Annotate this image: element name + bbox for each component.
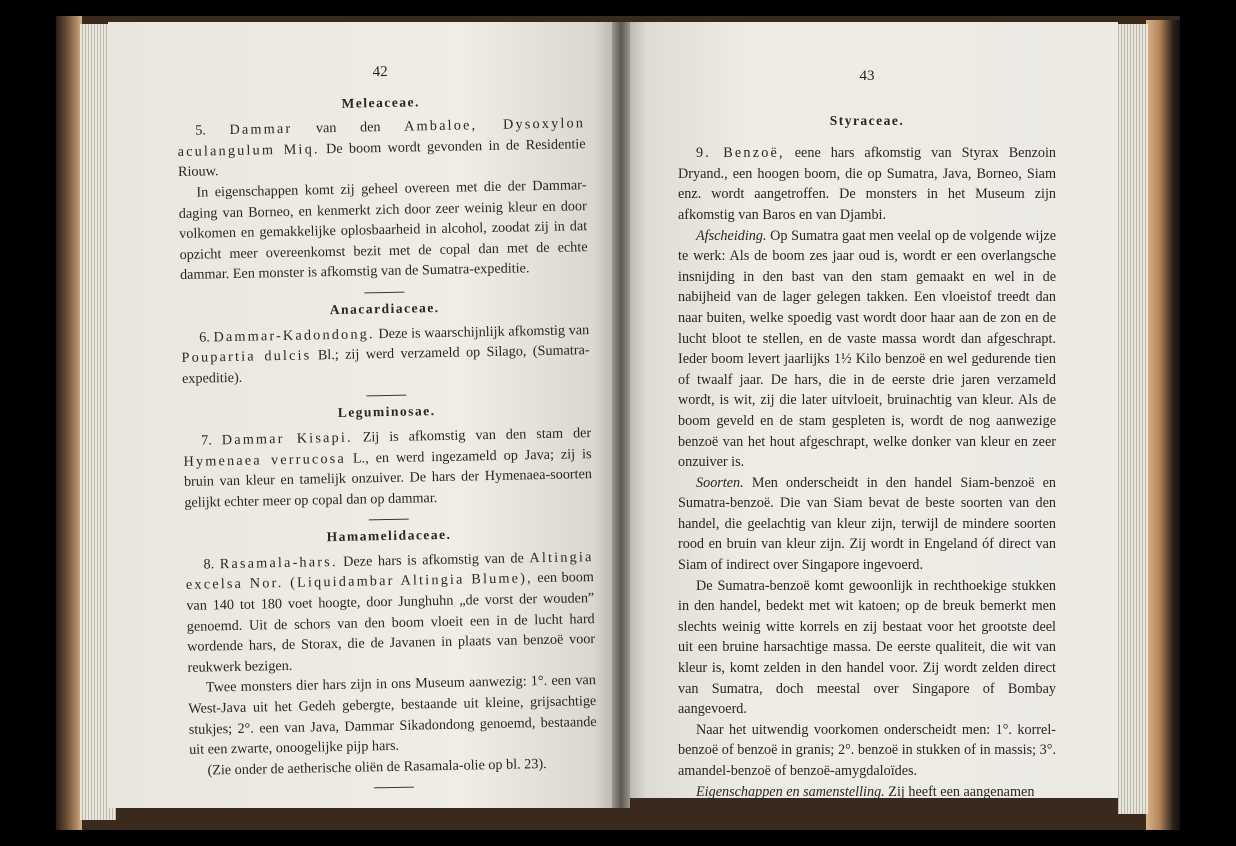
book-cover-right xyxy=(1146,20,1180,830)
book-cover-left xyxy=(56,16,82,830)
page-edges-right xyxy=(1118,24,1148,814)
paragraph: 7. Dammar Kisapi. Zij is afkomstig van den stam der Hymenaea verrucosa L., en werd ingezameld op Java; zij is bruin van kleur en tamelijk onzuiver. De hars der Hymenaea-soorten gelijkt echter meer op copal dan op dammar. xyxy=(183,425,593,511)
right-page-text xyxy=(678,66,1056,802)
paragraph: In eigenschappen komt zij geheel overeen met die der Dammar-daging van Borneo, en kenmerkt zich door zeer weinig kleur en door volkomen en gemakkelijke oplosbaarheid in alcohol, zoodat zij in dat opzicht meer overeenkomst bezit met de copal dan met de echte dammar. Een monster is afkomstig van de Sumatra-expeditie. xyxy=(178,177,588,284)
section-heading: Styraceae. xyxy=(829,112,905,128)
paragraph: Naar het uitwendig voorkomen onderscheidt men: 1°. korrel-benzoë of benzoë in granis; 2°. benzoë in stukken of in massis; 3°. amandel-benzoë of benzoë-amygdaloïdes. xyxy=(678,721,1056,779)
paragraph: 5. Dammar van den Ambaloe, Dysoxylon aculangulum Miq. De boom wordt gevonden in de Residentie Riouw. xyxy=(177,115,586,181)
page-number-left: 42 xyxy=(372,63,388,81)
section-divider xyxy=(364,292,404,294)
paragraph: (Zie onder de aetherische oliën de Rasamala-olie op bl. 23). xyxy=(207,755,547,779)
paragraph: De Sumatra-benzoë komt gewoonlijk in rechthoekige stukken in den handel, bedekt met wit katoen; op de breuk bemerkt men slechts weinig witte korrels en zij bestaat voor het grootste deel uit een bruine harsachtige massa. De eerste qualiteit, die wit van kleur is, komt zelden in den handel voor. Zij wordt zelden direct van Sumatra, doch meestal over Singapore of Bombay aangevoerd. xyxy=(678,577,1056,718)
section-divider xyxy=(369,519,409,521)
paragraph: Twee monsters dier hars zijn in ons Museum aanwezig: 1°. een van West-Java uit het Gedeh gebergte, bestaande uit kleine, grijsachtige stukjes; 2°. een van Java, Dammar Sikadondong genoemd, bestaande uit een zwarte, onoogelijke pijp hars. xyxy=(188,672,597,759)
section-divider xyxy=(374,787,414,789)
paragraph: Afscheiding. Op Sumatra gaat men veelal op de volgende wijze te werk: Als de boom zes jaar oud is, wordt er een overlangsche insnijding in den bast van den stam gemaakt en wel in de nabijheid van de lager gelegen takken. Een vloeistof treedt dan naar buiten, welke spoedig vast wordt door haar aan de zon en de lucht bloot te stellen, en de vaste massa wordt dan afgeschrapt. Ieder boom levert jaarlijks 1½ Kilo benzoë en wel gedurende tien of twaalf jaar. De hars, die in de eerste drie jaren verzameld wordt, is wit, zij die later uitvloeit, bruinachtig van kleur. Als de boom geveld en de stam gespleten is, wordt de nog aanwezige benzoë van het hout afgeschrapt, welke donker van kleur en zeer onzuiver is. xyxy=(678,227,1056,471)
section-heading: Meleaceae. xyxy=(341,93,421,111)
paragraph: Eigenschappen en samenstelling. Zij heeft een aangenamen xyxy=(696,783,1035,800)
left-page-text xyxy=(176,58,598,798)
section-heading: Hamamelidaceae. xyxy=(326,527,452,545)
page-number-right: 43 xyxy=(859,68,875,84)
section-heading: Anacardiaceae. xyxy=(329,299,440,318)
book-gutter xyxy=(612,22,630,808)
paragraph: 8. Rasamala-hars. Deze hars is afkomstig van de Altingia excelsa Nor. (Liquidambar Altingia Blume), een boom van 140 tot 180 voet hoogte, door Junghuhn „de vorst der wouden” genoemd. Uit de schors van den boom vloeit een in de lucht hard wordende hars, de Storax, die de Javanen in plaats van benzoë voor reukwerk bezigen. xyxy=(185,548,596,676)
paragraph: 9. Benzoë, eene hars afkomstig van Styrax Benzoin Dryand., een hoogen boom, die op Sumatra, Java, Borneo, Siam enz. wordt aangetroffen. De monsters in het Museum zijn afkomstig van Baros en van Djambi. xyxy=(678,145,1057,223)
paragraph: 6. Dammar-Kadondong. Deze is waarschijnlijk afkomstig van Poupartia dulcis Bl.; zij werd verzameld op Silago, (Sumatra-expeditie). xyxy=(181,321,590,387)
section-divider xyxy=(366,395,406,397)
section-heading: Leguminosae. xyxy=(337,403,436,421)
paragraph: Soorten. Men onderscheidt in den handel Siam-benzoë en Sumatra-benzoë. Die van Siam bevat de beste soorten van den handel, die geelachtig van kleur zijn, terwijl de mindere soorten rood en bruin van kleur zijn. Zij wordt in Engeland óf direct van Siam of indirect over Singapore ingevoerd. xyxy=(678,474,1056,574)
